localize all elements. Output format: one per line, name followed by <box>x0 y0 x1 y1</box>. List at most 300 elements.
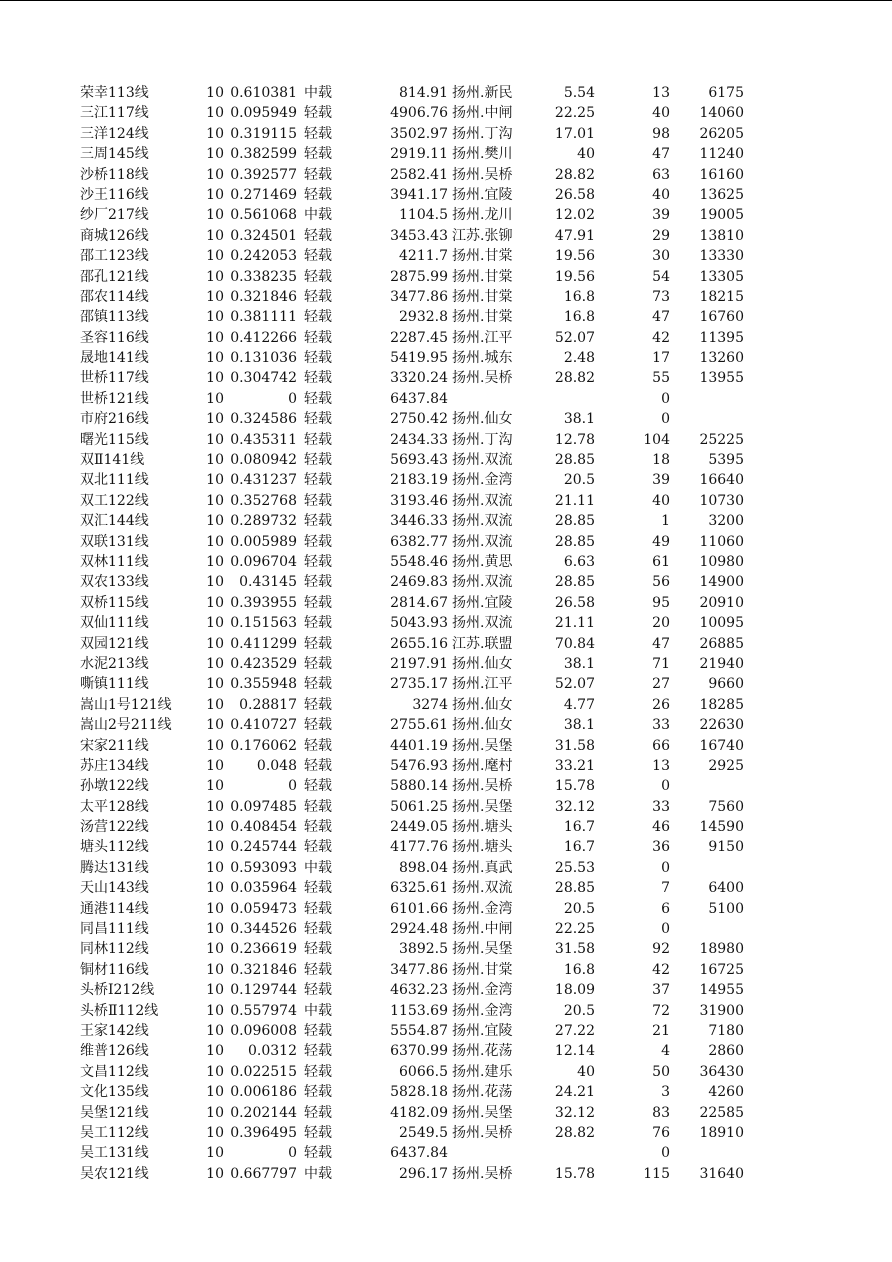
table-row <box>0 1021 892 1041</box>
cell-amount: 6400 <box>708 880 744 897</box>
cell-voltage: 10 <box>206 452 224 469</box>
cell-amount: 21940 <box>699 655 744 672</box>
cell-load-ratio: 0.423529 <box>230 655 297 672</box>
cell-load-ratio: 0.319115 <box>230 125 297 142</box>
cell-count: 0 <box>661 778 670 795</box>
cell-amount: 14590 <box>699 819 744 836</box>
cell-capacity: 6370.99 <box>390 1043 448 1060</box>
table-row <box>0 470 892 490</box>
cell-line-name: 太平128线 <box>80 798 149 815</box>
cell-load-ratio: 0.048 <box>256 757 297 774</box>
table-row <box>0 1143 892 1163</box>
cell-line-name: 圣容116线 <box>80 329 149 346</box>
cell-load-ratio: 0 <box>288 1145 297 1162</box>
cell-substation: 扬州.甘棠 <box>452 961 513 978</box>
cell-load-ratio: 0.396495 <box>230 1124 297 1141</box>
cell-line-name: 吴工131线 <box>80 1145 149 1162</box>
cell-load-ratio: 0.321846 <box>230 288 297 305</box>
cell-line-name: 邵孔121线 <box>80 268 149 285</box>
cell-line-name: 双园121线 <box>80 635 149 652</box>
cell-load-ratio: 0.096008 <box>230 1022 297 1039</box>
cell-load-ratio: 0.202144 <box>230 1104 297 1121</box>
table-row <box>0 695 892 715</box>
cell-distance: 20.5 <box>563 1002 595 1019</box>
cell-voltage: 10 <box>206 1043 224 1060</box>
cell-load-ratio: 0.095949 <box>230 105 297 122</box>
cell-load-level: 轻载 <box>304 982 332 999</box>
cell-distance: 19.56 <box>554 248 595 265</box>
cell-substation: 扬州.吴堡 <box>452 941 513 958</box>
table-row <box>0 267 892 287</box>
cell-load-level: 轻载 <box>304 186 332 203</box>
cell-amount: 19005 <box>699 207 744 224</box>
cell-load-ratio: 0.245744 <box>230 839 297 856</box>
table-row <box>0 715 892 735</box>
table-row <box>0 124 892 144</box>
cell-load-level: 轻载 <box>304 839 332 856</box>
cell-line-name: 头桥Ⅰ212线 <box>80 982 155 999</box>
cell-distance: 20.5 <box>563 900 595 917</box>
cell-count: 63 <box>652 166 670 183</box>
cell-voltage: 10 <box>206 941 224 958</box>
cell-distance: 52.07 <box>554 676 595 693</box>
cell-count: 29 <box>652 227 670 244</box>
cell-amount: 14900 <box>699 574 744 591</box>
cell-capacity: 5043.93 <box>390 615 448 632</box>
cell-load-level: 轻载 <box>304 757 332 774</box>
table-row <box>0 634 892 654</box>
cell-distance: 28.82 <box>554 1124 595 1141</box>
cell-substation: 扬州.吴桥 <box>452 1165 513 1182</box>
cell-amount: 31900 <box>699 1002 744 1019</box>
cell-line-name: 头桥Ⅱ112线 <box>80 1002 159 1019</box>
cell-load-level: 轻载 <box>304 329 332 346</box>
cell-substation: 扬州.中闸 <box>452 921 513 938</box>
cell-voltage: 10 <box>206 186 224 203</box>
cell-distance: 17.01 <box>554 125 595 142</box>
cell-amount: 2925 <box>708 757 744 774</box>
cell-load-ratio: 0.352768 <box>230 492 297 509</box>
cell-substation: 扬州.双流 <box>452 533 513 550</box>
cell-line-name: 同林112线 <box>80 941 149 958</box>
cell-load-level: 轻载 <box>304 819 332 836</box>
cell-substation: 扬州.仙女 <box>452 717 513 734</box>
cell-line-name: 沙桥118线 <box>80 166 149 183</box>
cell-amount: 10730 <box>699 492 744 509</box>
cell-distance: 38.1 <box>563 411 595 428</box>
cell-count: 0 <box>661 411 670 428</box>
cell-capacity: 3477.86 <box>390 288 448 305</box>
table-row <box>0 307 892 327</box>
cell-line-name: 曙光115线 <box>80 431 149 448</box>
cell-capacity: 3892.5 <box>399 941 448 958</box>
cell-capacity: 2755.61 <box>390 717 448 734</box>
cell-distance: 12.78 <box>554 431 595 448</box>
table-row <box>0 165 892 185</box>
cell-distance: 22.25 <box>554 921 595 938</box>
cell-voltage: 10 <box>206 615 224 632</box>
cell-load-level: 中载 <box>304 1165 332 1182</box>
cell-count: 50 <box>652 1063 670 1080</box>
cell-line-name: 吴农121线 <box>80 1165 149 1182</box>
cell-count: 76 <box>652 1124 670 1141</box>
cell-amount: 26885 <box>699 635 744 652</box>
cell-voltage: 10 <box>206 227 224 244</box>
table-row <box>0 593 892 613</box>
cell-substation: 扬州.丁沟 <box>452 125 513 142</box>
cell-count: 3 <box>661 1084 670 1101</box>
cell-capacity: 2582.41 <box>390 166 448 183</box>
cell-substation: 扬州.江平 <box>452 676 513 693</box>
cell-line-name: 吴堡121线 <box>80 1104 149 1121</box>
cell-distance: 28.82 <box>554 370 595 387</box>
cell-distance: 28.82 <box>554 166 595 183</box>
table-row <box>0 837 892 857</box>
table-row <box>0 858 892 878</box>
cell-count: 4 <box>661 1043 670 1060</box>
cell-amount: 16725 <box>699 961 744 978</box>
cell-distance: 47.91 <box>554 227 595 244</box>
cell-load-ratio: 0.176062 <box>230 737 297 754</box>
cell-amount: 20910 <box>699 594 744 611</box>
cell-count: 39 <box>652 207 670 224</box>
cell-amount: 13625 <box>699 186 744 203</box>
cell-load-level: 中载 <box>304 1002 332 1019</box>
cell-distance: 5.54 <box>563 85 595 101</box>
cell-line-name: 文昌112线 <box>80 1063 149 1080</box>
cell-load-level: 轻载 <box>304 961 332 978</box>
cell-amount: 10095 <box>699 615 744 632</box>
table-row <box>0 511 892 531</box>
cell-load-level: 轻载 <box>304 737 332 754</box>
cell-amount: 13330 <box>699 248 744 265</box>
cell-voltage: 10 <box>206 207 224 224</box>
table-row <box>0 450 892 470</box>
cell-count: 73 <box>652 288 670 305</box>
cell-substation: 扬州.双流 <box>452 492 513 509</box>
cell-load-level: 轻载 <box>304 635 332 652</box>
cell-amount: 13955 <box>699 370 744 387</box>
cell-substation: 扬州.吴桥 <box>452 370 513 387</box>
cell-count: 66 <box>652 737 670 754</box>
cell-voltage: 10 <box>206 533 224 550</box>
cell-distance: 70.84 <box>554 635 595 652</box>
cell-count: 6 <box>661 900 670 917</box>
cell-capacity: 3477.86 <box>390 961 448 978</box>
cell-count: 33 <box>652 798 670 815</box>
cell-capacity: 2287.45 <box>390 329 448 346</box>
cell-count: 115 <box>643 1165 670 1182</box>
cell-distance: 40 <box>577 146 595 163</box>
cell-amount: 4260 <box>708 1084 744 1101</box>
cell-amount: 36430 <box>699 1063 744 1080</box>
cell-load-level: 轻载 <box>304 533 332 550</box>
cell-count: 42 <box>652 961 670 978</box>
cell-voltage: 10 <box>206 350 224 367</box>
cell-load-ratio: 0.096704 <box>230 553 297 570</box>
cell-count: 92 <box>652 941 670 958</box>
cell-capacity: 4632.23 <box>390 982 448 999</box>
table-row <box>0 430 892 450</box>
cell-voltage: 10 <box>206 309 224 326</box>
cell-distance: 38.1 <box>563 717 595 734</box>
cell-capacity: 296.17 <box>399 1165 448 1182</box>
cell-capacity: 2549.5 <box>399 1124 448 1141</box>
table-row <box>0 552 892 572</box>
cell-capacity: 3320.24 <box>390 370 448 387</box>
cell-substation: 江苏.联盟 <box>452 635 513 652</box>
cell-distance: 52.07 <box>554 329 595 346</box>
cell-voltage: 10 <box>206 859 224 876</box>
cell-load-level: 轻载 <box>304 1124 332 1141</box>
table-row <box>0 1082 892 1102</box>
cell-line-name: 荣幸113线 <box>80 85 149 101</box>
cell-count: 71 <box>652 655 670 672</box>
cell-load-ratio: 0.410727 <box>230 717 297 734</box>
cell-load-ratio: 0.097485 <box>230 798 297 815</box>
cell-load-ratio: 0.035964 <box>230 880 297 897</box>
cell-count: 49 <box>652 533 670 550</box>
cell-line-name: 三周145线 <box>80 146 149 163</box>
cell-load-level: 轻载 <box>304 941 332 958</box>
cell-line-name: 水泥213线 <box>80 655 149 672</box>
cell-line-name: 邵工123线 <box>80 248 149 265</box>
cell-substation: 扬州.黄思 <box>452 553 513 570</box>
cell-distance: 40 <box>577 1063 595 1080</box>
cell-load-ratio: 0.005989 <box>230 533 297 550</box>
cell-voltage: 10 <box>206 1165 224 1182</box>
cell-count: 13 <box>652 757 670 774</box>
cell-amount: 13305 <box>699 268 744 285</box>
table-row <box>0 144 892 164</box>
cell-count: 33 <box>652 717 670 734</box>
cell-count: 0 <box>661 859 670 876</box>
cell-load-ratio: 0.392577 <box>230 166 297 183</box>
cell-substation: 扬州.塘头 <box>452 839 513 856</box>
table-row <box>0 226 892 246</box>
cell-distance: 26.58 <box>554 186 595 203</box>
cell-load-ratio: 0.242053 <box>230 248 297 265</box>
cell-voltage: 10 <box>206 655 224 672</box>
cell-load-ratio: 0.289732 <box>230 513 297 530</box>
cell-voltage: 10 <box>206 125 224 142</box>
cell-count: 95 <box>652 594 670 611</box>
cell-substation: 扬州.中闸 <box>452 105 513 122</box>
cell-distance: 18.09 <box>554 982 595 999</box>
table-row <box>0 1103 892 1123</box>
cell-load-level: 轻载 <box>304 1063 332 1080</box>
table-row <box>0 491 892 511</box>
cell-load-level: 轻载 <box>304 268 332 285</box>
cell-line-name: 双联131线 <box>80 533 149 550</box>
cell-load-level: 轻载 <box>304 390 332 407</box>
cell-amount: 22630 <box>699 717 744 734</box>
cell-distance: 28.85 <box>554 533 595 550</box>
cell-capacity: 4401.19 <box>390 737 448 754</box>
cell-load-ratio: 0.022515 <box>230 1063 297 1080</box>
cell-voltage: 10 <box>206 1124 224 1141</box>
table-row <box>0 960 892 980</box>
cell-capacity: 3193.46 <box>390 492 448 509</box>
cell-substation: 扬州.双流 <box>452 574 513 591</box>
cell-load-ratio: 0.408454 <box>230 819 297 836</box>
cell-line-name: 苏庄134线 <box>80 757 149 774</box>
table-row <box>0 674 892 694</box>
cell-count: 61 <box>652 553 670 570</box>
table-row <box>0 409 892 429</box>
cell-capacity: 3274 <box>412 696 448 713</box>
cell-count: 0 <box>661 390 670 407</box>
cell-substation: 扬州.建乐 <box>452 1063 513 1080</box>
cell-count: 36 <box>652 839 670 856</box>
cell-load-level: 轻载 <box>304 717 332 734</box>
cell-load-level: 轻载 <box>304 615 332 632</box>
cell-substation: 扬州.吴堡 <box>452 1104 513 1121</box>
cell-line-name: 晟地141线 <box>80 350 149 367</box>
cell-count: 46 <box>652 819 670 836</box>
cell-load-ratio: 0.324501 <box>230 227 297 244</box>
cell-load-level: 轻载 <box>304 146 332 163</box>
cell-load-ratio: 0 <box>288 390 297 407</box>
cell-voltage: 10 <box>206 982 224 999</box>
cell-distance: 31.58 <box>554 941 595 958</box>
cell-load-ratio: 0.393955 <box>230 594 297 611</box>
cell-load-ratio: 0 <box>288 778 297 795</box>
cell-amount: 5395 <box>708 452 744 469</box>
cell-load-ratio: 0.338235 <box>230 268 297 285</box>
cell-amount: 14060 <box>699 105 744 122</box>
cell-substation: 扬州.花荡 <box>452 1043 513 1060</box>
cell-count: 13 <box>652 85 670 101</box>
cell-capacity: 898.04 <box>399 859 448 876</box>
cell-capacity: 2655.16 <box>390 635 448 652</box>
cell-amount: 16160 <box>699 166 744 183</box>
cell-substation: 江苏.张铆 <box>452 227 513 244</box>
cell-count: 18 <box>652 452 670 469</box>
cell-count: 30 <box>652 248 670 265</box>
cell-load-ratio: 0.006186 <box>230 1084 297 1101</box>
cell-voltage: 10 <box>206 757 224 774</box>
cell-load-ratio: 0.344526 <box>230 921 297 938</box>
cell-voltage: 10 <box>206 1145 224 1162</box>
cell-load-level: 轻载 <box>304 370 332 387</box>
cell-count: 40 <box>652 492 670 509</box>
cell-load-level: 轻载 <box>304 900 332 917</box>
cell-amount: 11060 <box>699 533 744 550</box>
cell-voltage: 10 <box>206 594 224 611</box>
cell-line-name: 同昌111线 <box>80 921 149 938</box>
cell-distance: 4.77 <box>563 696 595 713</box>
cell-voltage: 10 <box>206 717 224 734</box>
cell-load-level: 轻载 <box>304 227 332 244</box>
cell-count: 40 <box>652 105 670 122</box>
cell-count: 42 <box>652 329 670 346</box>
table-row <box>0 532 892 552</box>
cell-capacity: 6382.77 <box>390 533 448 550</box>
cell-distance: 15.78 <box>554 778 595 795</box>
table-row <box>0 368 892 388</box>
cell-voltage: 10 <box>206 146 224 163</box>
cell-load-ratio: 0.381111 <box>230 309 297 326</box>
cell-line-name: 三洋124线 <box>80 125 149 142</box>
cell-count: 98 <box>652 125 670 142</box>
cell-amount: 6175 <box>708 85 744 101</box>
cell-amount: 11395 <box>699 329 744 346</box>
cell-voltage: 10 <box>206 819 224 836</box>
cell-count: 83 <box>652 1104 670 1121</box>
cell-line-name: 世桥121线 <box>80 390 149 407</box>
cell-load-ratio: 0.435311 <box>230 431 297 448</box>
table-row <box>0 205 892 225</box>
cell-amount: 13810 <box>699 227 744 244</box>
table-row <box>0 246 892 266</box>
cell-load-level: 轻载 <box>304 1084 332 1101</box>
cell-load-ratio: 0.667797 <box>230 1165 297 1182</box>
cell-distance: 21.11 <box>554 492 595 509</box>
cell-amount: 5100 <box>708 900 744 917</box>
cell-voltage: 10 <box>206 288 224 305</box>
cell-line-name: 双汇144线 <box>80 513 149 530</box>
cell-voltage: 10 <box>206 85 224 101</box>
cell-voltage: 10 <box>206 900 224 917</box>
table-row <box>0 328 892 348</box>
cell-capacity: 4182.09 <box>390 1104 448 1121</box>
table-row <box>0 980 892 1000</box>
cell-amount: 13260 <box>699 350 744 367</box>
cell-count: 1 <box>661 513 670 530</box>
cell-substation: 扬州.仙女 <box>452 655 513 672</box>
table-row <box>0 776 892 796</box>
cell-load-ratio: 0.0312 <box>248 1043 297 1060</box>
cell-count: 26 <box>652 696 670 713</box>
cell-line-name: 孙墩122线 <box>80 778 149 795</box>
cell-load-level: 轻载 <box>304 1043 332 1060</box>
cell-load-ratio: 0.131036 <box>230 350 297 367</box>
cell-count: 21 <box>652 1022 670 1039</box>
cell-amount: 31640 <box>699 1165 744 1182</box>
cell-voltage: 10 <box>206 492 224 509</box>
cell-capacity: 5476.93 <box>390 757 448 774</box>
cell-capacity: 6101.66 <box>390 900 448 917</box>
cell-count: 55 <box>652 370 670 387</box>
cell-substation: 扬州.金湾 <box>452 982 513 999</box>
table-row <box>0 939 892 959</box>
cell-voltage: 10 <box>206 370 224 387</box>
cell-load-level: 轻载 <box>304 513 332 530</box>
cell-load-ratio: 0.431237 <box>230 472 297 489</box>
cell-substation: 扬州.花荡 <box>452 1084 513 1101</box>
cell-substation: 扬州.甘棠 <box>452 248 513 265</box>
cell-line-name: 塘头112线 <box>80 839 149 856</box>
cell-substation: 扬州.吴桥 <box>452 166 513 183</box>
cell-amount: 7560 <box>708 798 744 815</box>
cell-voltage: 10 <box>206 329 224 346</box>
cell-load-ratio: 0.324586 <box>230 411 297 428</box>
cell-line-name: 邵农114线 <box>80 288 149 305</box>
cell-count: 72 <box>652 1002 670 1019</box>
cell-distance: 32.12 <box>554 798 595 815</box>
cell-distance: 6.63 <box>563 553 595 570</box>
cell-load-ratio: 0.321846 <box>230 961 297 978</box>
table-row <box>0 756 892 776</box>
cell-line-name: 双工122线 <box>80 492 149 509</box>
cell-line-name: 维普126线 <box>80 1043 149 1060</box>
cell-capacity: 2924.48 <box>390 921 448 938</box>
cell-distance: 38.1 <box>563 655 595 672</box>
cell-voltage: 10 <box>206 513 224 530</box>
cell-distance: 20.5 <box>563 472 595 489</box>
cell-line-name: 文化135线 <box>80 1084 149 1101</box>
